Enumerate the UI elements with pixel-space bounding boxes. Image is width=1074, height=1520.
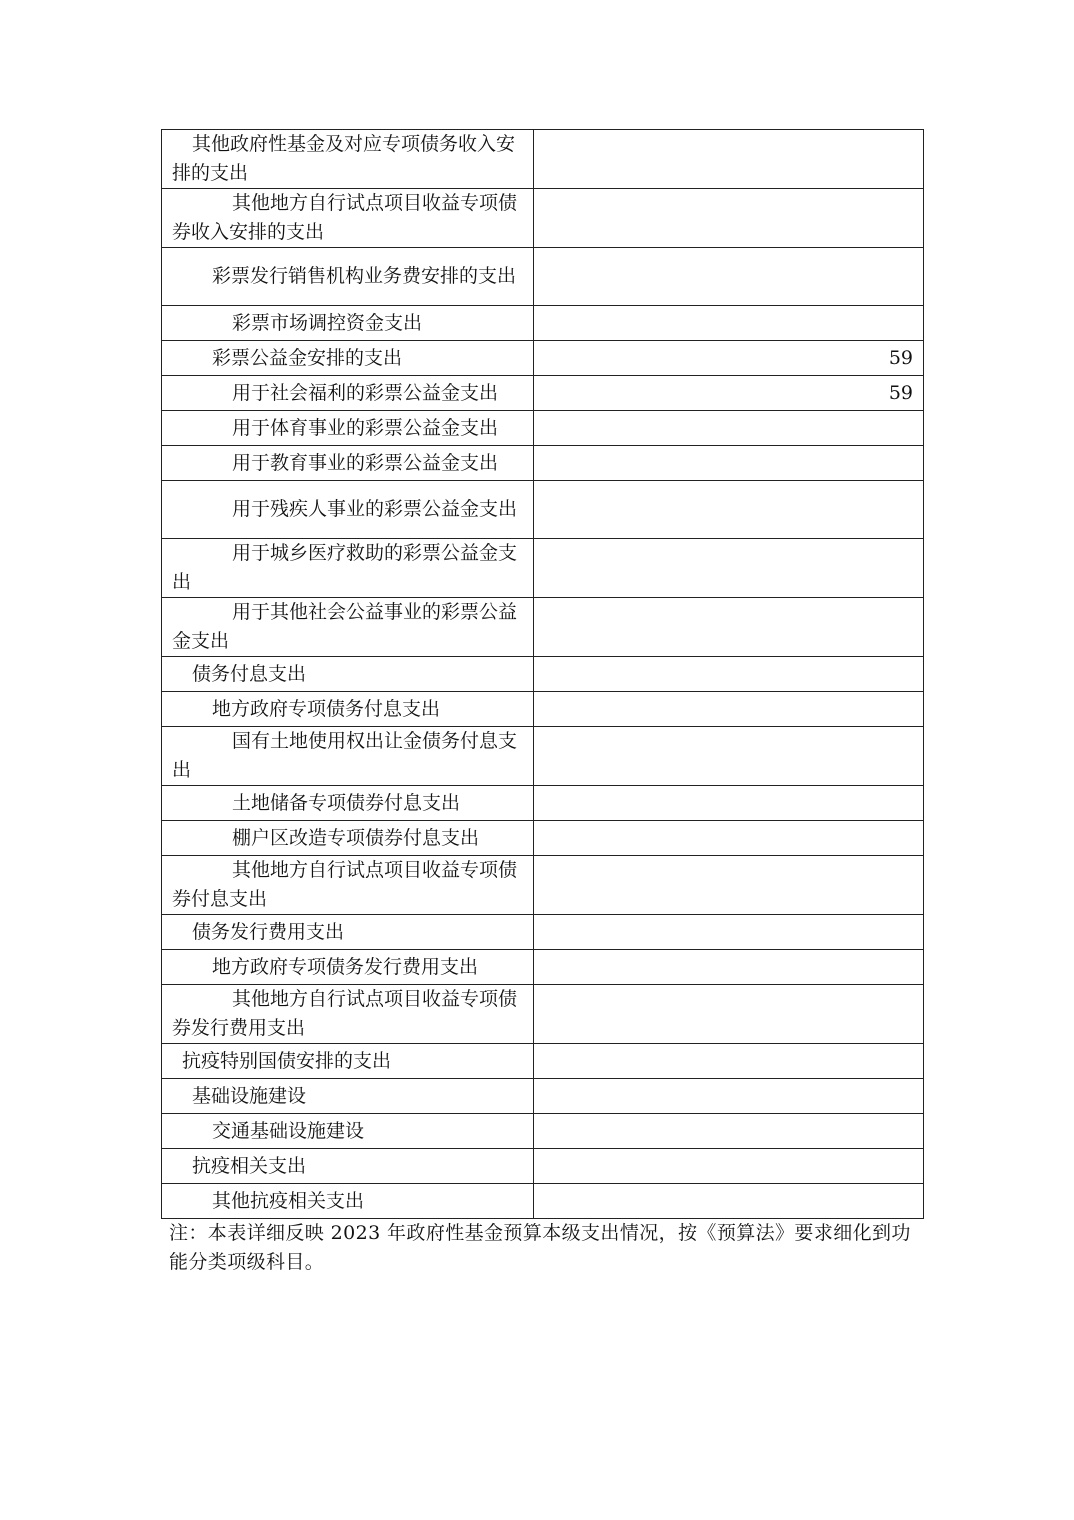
expenditure-item-amount xyxy=(534,1044,924,1079)
expenditure-item-amount xyxy=(534,985,924,1044)
expenditure-item-amount xyxy=(534,539,924,598)
table-row xyxy=(162,446,924,481)
expenditure-item-amount: 59 xyxy=(534,341,924,376)
expenditure-item-label: 抗疫相关支出 xyxy=(162,1149,534,1184)
expenditure-item-label: 其他政府性基金及对应专项债务收入安排的支出 xyxy=(162,130,534,189)
expenditure-item-label: 其他抗疫相关支出 xyxy=(162,1184,534,1219)
table-row xyxy=(162,376,924,411)
expenditure-item-amount xyxy=(534,915,924,950)
expenditure-item-label: 用于城乡医疗救助的彩票公益金支出 xyxy=(162,539,534,598)
table-row xyxy=(162,481,924,539)
table-row xyxy=(162,598,924,657)
expenditure-item-label: 地方政府专项债务发行费用支出 xyxy=(162,950,534,985)
table-row xyxy=(162,130,924,189)
table-row xyxy=(162,1184,924,1219)
expenditure-item-label: 其他地方自行试点项目收益专项债券发行费用支出 xyxy=(162,985,534,1044)
expenditure-item-amount xyxy=(534,446,924,481)
expenditure-item-amount xyxy=(534,856,924,915)
expenditure-item-label: 用于其他社会公益事业的彩票公益金支出 xyxy=(162,598,534,657)
expenditure-item-amount xyxy=(534,1184,924,1219)
expenditure-item-label: 债务付息支出 xyxy=(162,657,534,692)
expenditure-item-label: 用于社会福利的彩票公益金支出 xyxy=(162,376,534,411)
expenditure-item-amount xyxy=(534,481,924,539)
table-body xyxy=(162,130,924,1219)
expenditure-item-label: 用于教育事业的彩票公益金支出 xyxy=(162,446,534,481)
expenditure-item-amount xyxy=(534,189,924,248)
table-row xyxy=(162,950,924,985)
table-row xyxy=(162,856,924,915)
expenditure-item-amount xyxy=(534,598,924,657)
table-row xyxy=(162,1114,924,1149)
expenditure-item-amount xyxy=(534,1079,924,1114)
expenditure-item-amount xyxy=(534,657,924,692)
expenditure-item-amount xyxy=(534,306,924,341)
expenditure-item-label: 国有土地使用权出让金债务付息支出 xyxy=(162,727,534,786)
table-row xyxy=(162,306,924,341)
table-row xyxy=(162,1079,924,1114)
expenditure-item-amount xyxy=(534,727,924,786)
table-row xyxy=(162,189,924,248)
table-row xyxy=(162,411,924,446)
expenditure-item-label: 地方政府专项债务付息支出 xyxy=(162,692,534,727)
table-row xyxy=(162,786,924,821)
expenditure-item-label: 棚户区改造专项债券付息支出 xyxy=(162,821,534,856)
expenditure-item-label: 其他地方自行试点项目收益专项债券收入安排的支出 xyxy=(162,189,534,248)
expenditure-item-label: 基础设施建设 xyxy=(162,1079,534,1114)
table-row xyxy=(162,248,924,306)
expenditure-item-amount xyxy=(534,950,924,985)
document-page xyxy=(161,129,923,1277)
expenditure-item-label: 交通基础设施建设 xyxy=(162,1114,534,1149)
expenditure-item-amount xyxy=(534,821,924,856)
expenditure-item-amount xyxy=(534,692,924,727)
expenditure-item-label: 土地储备专项债券付息支出 xyxy=(162,786,534,821)
expenditure-item-label: 抗疫特别国债安排的支出 xyxy=(162,1044,534,1079)
table-row xyxy=(162,821,924,856)
table-row xyxy=(162,1044,924,1079)
expenditure-item-label: 用于体育事业的彩票公益金支出 xyxy=(162,411,534,446)
table-row xyxy=(162,727,924,786)
table-row xyxy=(162,692,924,727)
expenditure-item-label: 彩票公益金安排的支出 xyxy=(162,341,534,376)
table-row xyxy=(162,539,924,598)
expenditure-item-label: 彩票市场调控资金支出 xyxy=(162,306,534,341)
expenditure-item-amount xyxy=(534,786,924,821)
budget-expenditure-table xyxy=(161,129,924,1219)
table-row xyxy=(162,915,924,950)
expenditure-item-amount xyxy=(534,1149,924,1184)
expenditure-item-amount xyxy=(534,248,924,306)
table-row xyxy=(162,985,924,1044)
expenditure-item-label: 彩票发行销售机构业务费安排的支出 xyxy=(162,248,534,306)
expenditure-item-amount: 59 xyxy=(534,376,924,411)
table-row xyxy=(162,1149,924,1184)
expenditure-item-amount xyxy=(534,411,924,446)
expenditure-item-label: 用于残疾人事业的彩票公益金支出 xyxy=(162,481,534,539)
table-row xyxy=(162,657,924,692)
table-row xyxy=(162,341,924,376)
table-footnote: 注：本表详细反映 2023 年政府性基金预算本级支出情况，按《预算法》要求细化到功能分类项级科目。 xyxy=(169,1222,911,1273)
expenditure-item-amount xyxy=(534,1114,924,1149)
expenditure-item-amount xyxy=(534,130,924,189)
expenditure-item-label: 债务发行费用支出 xyxy=(162,915,534,950)
expenditure-item-label: 其他地方自行试点项目收益专项债券付息支出 xyxy=(162,856,534,915)
